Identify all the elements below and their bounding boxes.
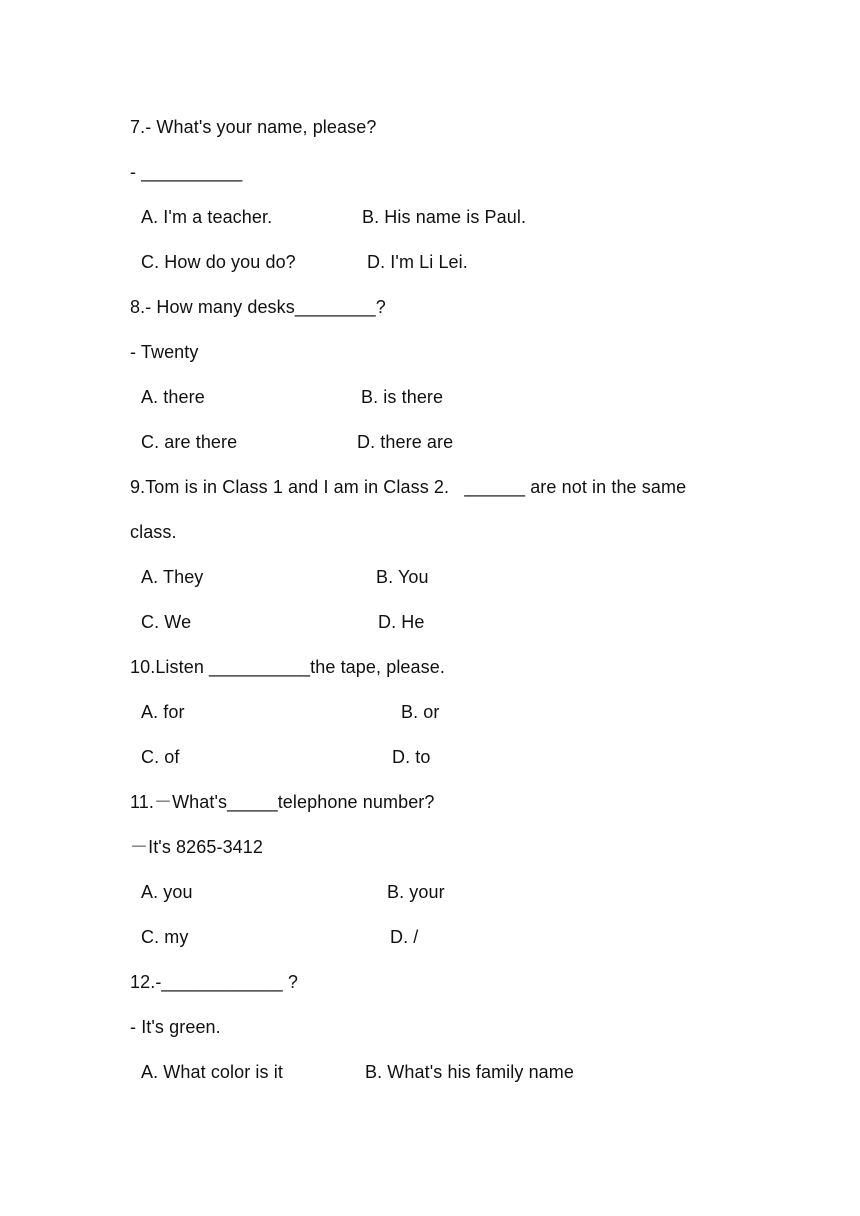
question-7-stem: 7.- What's your name, please? [130,117,377,137]
question-9-stem: 9.Tom is in Class 1 and I am in Class 2. ______ are not in the same [130,477,687,497]
question-9-option-b: B. You [376,567,429,587]
question-11-stem: 11.－What's_____telephone number? [130,792,435,812]
question-10-option-c: C. of [141,747,180,767]
question-9-option-a: A. They [141,567,204,587]
question-11-response: －It's 8265-3412 [130,837,264,857]
question-8-option-c: C. are there [141,432,238,452]
question-12-response: - It's green. [130,1017,221,1037]
question-7-option-b: B. His name is Paul. [362,207,527,227]
question-11-option-c: C. my [141,927,189,947]
question-11-option-d: D. / [390,927,419,947]
question-8-option-d: D. there are [357,432,454,452]
question-9-option-d: D. He [378,612,425,632]
question-12-stem: 12.-____________ ? [130,972,298,992]
question-7-option-a: A. I'm a teacher. [141,207,273,227]
question-8-stem: 8.- How many desks________? [130,297,386,317]
question-7-option-c: C. How do you do? [141,252,296,272]
question-10-option-a: A. for [141,702,185,722]
question-12-option-a: A. What color is it [141,1062,283,1082]
question-9-option-c: C. We [141,612,192,632]
question-10-option-d: D. to [392,747,431,767]
question-11-option-a: A. you [141,882,193,902]
question-8-option-a: A. there [141,387,205,407]
question-8-option-b: B. is there [361,387,444,407]
question-10-stem: 10.Listen __________the tape, please. [130,657,445,677]
question-12-option-b: B. What's his family name [365,1062,574,1082]
question-7-response: - __________ [130,162,243,182]
question-7-option-d: D. I'm Li Lei. [367,252,468,272]
question-9-stem-continued: class. [130,522,177,542]
question-10-option-b: B. or [401,702,440,722]
question-11-option-b: B. your [387,882,445,902]
question-8-response: - Twenty [130,342,199,362]
